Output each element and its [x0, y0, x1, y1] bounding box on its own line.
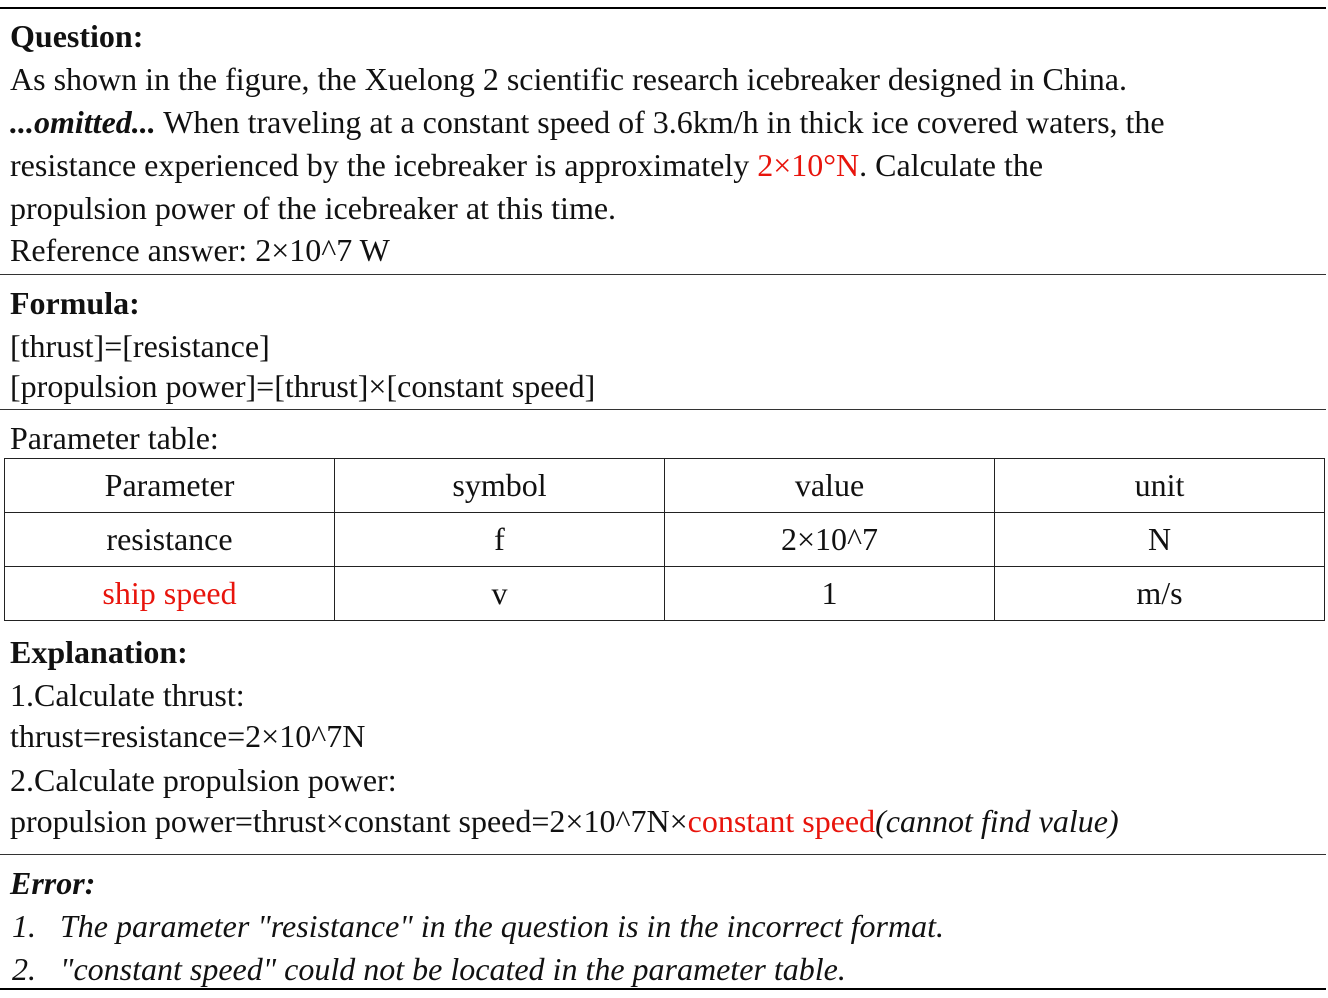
header-cell: value: [665, 459, 995, 513]
table-cell: f: [335, 513, 665, 567]
table-cell: 1: [665, 567, 995, 621]
section-divider: [0, 854, 1326, 855]
reference-answer: Reference answer: 2×10^7 W: [10, 232, 390, 268]
table-header-row: [5, 459, 1325, 513]
table-cell: m/s: [995, 567, 1325, 621]
explanation-step-1-body: thrust=resistance=2×10^7N: [10, 718, 366, 754]
explanation-step-2-body: [10, 801, 1119, 841]
question-line-4: propulsion power of the icebreaker at this time.: [10, 190, 617, 226]
explanation-step-2-title: 2.Calculate propulsion power:: [10, 762, 397, 798]
table-cell-highlight: ship speed: [5, 567, 335, 621]
omitted-marker: ...omitted...: [10, 104, 156, 140]
table-cell: v: [335, 567, 665, 621]
explanation-heading: Explanation:: [10, 634, 188, 670]
header-cell: Parameter: [5, 459, 335, 513]
question-heading: Question:: [10, 18, 144, 54]
error-item-1-text: The parameter "resistance" in the question is in the incorrect format.: [60, 908, 944, 944]
error-item-2-number: 2.: [12, 951, 36, 987]
constant-speed-highlight: constant speed: [687, 803, 876, 839]
explanation-step-1-title: 1.Calculate thrust:: [10, 677, 245, 713]
question-line-2-text: When traveling at a constant speed of 3.6km/h in thick ice covered waters, the: [155, 104, 1165, 140]
section-divider: [0, 274, 1326, 275]
resistance-value-highlight: 2×10°N: [757, 147, 860, 183]
table-cell: resistance: [5, 513, 335, 567]
table-row: [5, 513, 1325, 567]
question-line-3-post: . Calculate the: [859, 147, 1044, 183]
parameter-table: [4, 458, 1325, 621]
formula-line-2: [propulsion power]=[thrust]×[constant speed]: [10, 368, 596, 404]
header-cell: unit: [995, 459, 1325, 513]
step-2-body-text: propulsion power=thrust×constant speed=2×10^7N×: [10, 803, 688, 839]
bottom-rule: [0, 988, 1326, 990]
error-item-2-text: "constant speed" could not be located in the parameter table.: [60, 951, 846, 987]
question-line-3: [10, 145, 1043, 185]
table-cell: 2×10^7: [665, 513, 995, 567]
header-cell: symbol: [335, 459, 665, 513]
table-row: [5, 567, 1325, 621]
section-divider: [0, 409, 1326, 410]
error-heading: Error:: [10, 865, 96, 901]
top-rule: [0, 7, 1326, 9]
table-cell: N: [995, 513, 1325, 567]
question-line-3-pre: resistance experienced by the icebreaker is approximately: [10, 147, 758, 183]
formula-line-1: [thrust]=[resistance]: [10, 328, 270, 364]
question-line-1: As shown in the figure, the Xuelong 2 scientific research icebreaker designed in China.: [10, 61, 1127, 97]
cannot-find-note: (cannot find value): [875, 803, 1119, 839]
parameter-table-caption: Parameter table:: [10, 420, 219, 456]
question-line-2: [10, 102, 1165, 142]
formula-heading: Formula:: [10, 285, 140, 321]
error-item-1-number: 1.: [12, 908, 36, 944]
